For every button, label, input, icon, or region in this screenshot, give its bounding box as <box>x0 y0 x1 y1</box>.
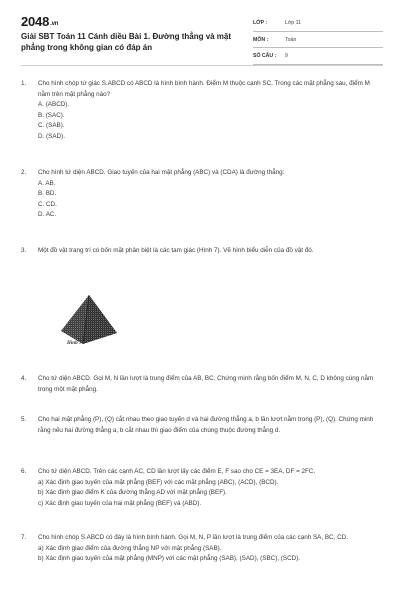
question-text: Cho hai mặt phẳng (P), (Q) cắt nhau theo giao tuyến d và hai đường thẳng a, b lần lượt nằm trong (P), (Q). Chứng minh rằng nếu hai đường thẳng a, b cắt nhau thì giao điểm của chúng thuộc đường thẳng d. <box>38 416 374 434</box>
question-part: b) Xác định giao điểm K của đường thẳng AD với mặt phẳng (BEF). <box>38 489 227 496</box>
meta-label: MÔN : <box>253 36 269 43</box>
meta-value: Lớp 11 <box>285 20 301 26</box>
question-text: Cho hình chóp S.ABCD có đáy là hình bình hành. Gọi M, N, P lần lượt là trung điểm của các cạnh SA, BC, CD. <box>38 534 348 541</box>
meta-table <box>253 17 383 67</box>
logo-suffix: .vn <box>50 21 59 27</box>
answer-option: D. (SAD). <box>38 132 65 140</box>
question-text: Cho hình tứ diện ABCD. Giao tuyến của hai mặt phẳng (ABC) và (CDA) là đường thẳng: <box>38 169 285 176</box>
document-header <box>0 0 400 66</box>
header-divider <box>21 65 383 66</box>
meta-row-class <box>253 17 383 32</box>
figure-caption: Hình 7 <box>67 341 82 346</box>
question-number: 6. <box>21 468 27 475</box>
meta-value: Toán <box>285 36 297 43</box>
question-number: 4. <box>21 375 27 382</box>
answer-option: B. BD. <box>38 190 57 197</box>
meta-label: LỚP : <box>253 20 268 26</box>
pyramid-texture <box>61 295 117 344</box>
question-part: a) Xác định giao điểm của đường thẳng NP với mặt phẳng (SAB). <box>38 544 222 552</box>
document-title: Giải SBT Toán 11 Cánh diều Bài 1. Đường thẳng và mặt phẳng trong không gian có đáp án <box>21 32 232 52</box>
question-number: 5. <box>21 416 27 423</box>
question-text: Một đồ vật trang trí có bốn mặt phân biệt là các tam giác (Hình 7). Vẽ hình biểu diễn của đồ vật đó. <box>38 247 314 254</box>
meta-row-count <box>253 50 383 65</box>
logo-text: 2048 <box>21 14 50 29</box>
question-number: 7. <box>21 534 27 541</box>
question-part: a) Xác định giao tuyến của mặt phẳng (BEF) với các mặt phẳng (ABC), (ACD), (BCD). <box>38 478 279 486</box>
meta-row-subject <box>253 34 383 49</box>
answer-option: C. CD. <box>38 200 57 208</box>
answer-option: A. AB. <box>38 179 56 187</box>
question-number: 2. <box>21 169 27 176</box>
question-number: 3. <box>21 247 27 254</box>
question-text: Cho tứ diện ABCD. Gọi M, N lần lượt là trung điểm của AB, BC. Chứng minh rằng bốn điểm M, N, C, D không cùng nằm trong một mặt phẳng. <box>38 375 374 393</box>
pyramid-figure <box>55 293 123 347</box>
meta-value: 9 <box>285 53 288 59</box>
meta-label: SỐ CÂU : <box>253 53 277 59</box>
question-number: 1. <box>21 80 27 87</box>
question-text: Cho tứ diện ABCD. Trên các cạnh AC, CD lần lượt lấy các điểm E, F sao cho CE = 3EA, DF = 2FC. <box>38 468 316 475</box>
answer-option: A. (ABCD). <box>38 101 70 108</box>
question-text: Cho hình chóp tứ giác S.ABCD có ABCD là hình bình hành. Điểm M thuộc cạnh SC. Trong các mặt phẳng sau, điểm M nằm trên mặt phẳng nào? <box>38 80 370 98</box>
question-part: c) Xác định giao tuyến của hai mặt phẳng (BEF) và (ABD). <box>38 499 202 507</box>
question-part: b) Xác định giao tuyến của mặt phẳng (MNP) với các mặt phẳng (SAB), (SAD), (SBC), (SCD). <box>38 555 301 562</box>
answer-option: D. AC. <box>38 211 57 218</box>
site-logo[interactable] <box>21 14 58 29</box>
answer-option: B. (SAC). <box>38 111 65 119</box>
answer-option: C. (SAB). <box>38 122 65 129</box>
